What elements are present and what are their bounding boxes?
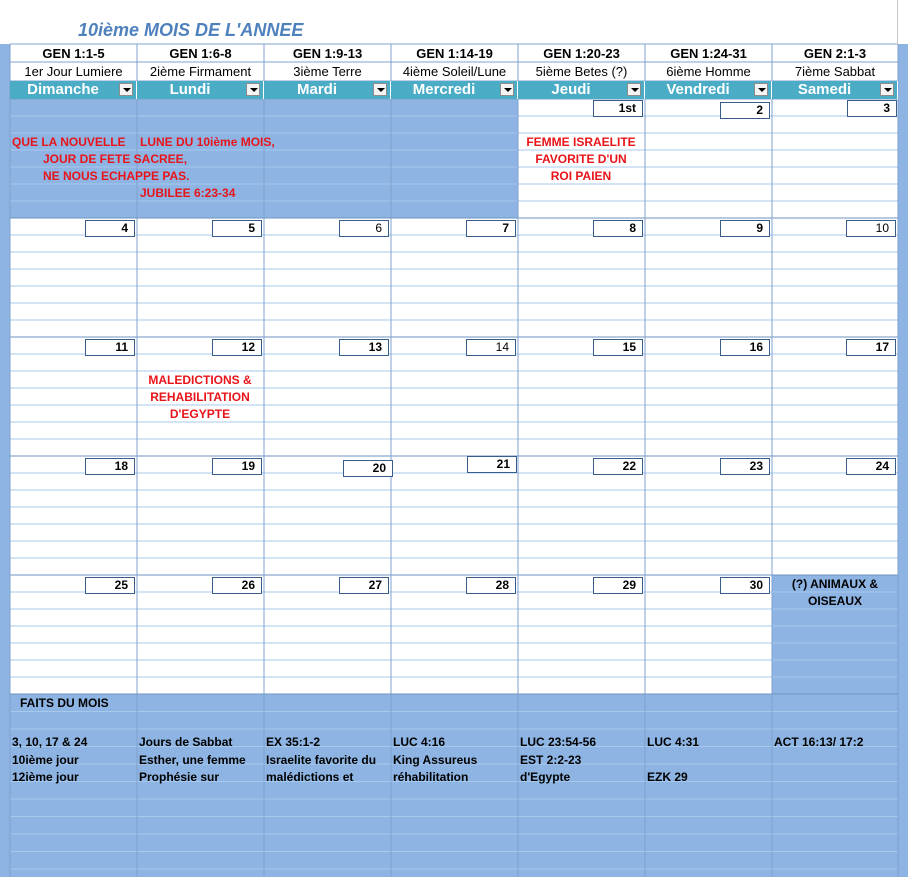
fact-entry: King Assureus bbox=[393, 752, 478, 767]
date-number: 7 bbox=[466, 220, 516, 237]
note-animaux-line2: OISEAUX bbox=[807, 594, 862, 608]
note-new-moon-line1b: LUNE DU 10ième MOIS, bbox=[140, 135, 275, 149]
fact-entry: ACT 16:13/ 17:2 bbox=[774, 735, 864, 749]
date-number: 15 bbox=[593, 339, 643, 356]
date-number: 18 bbox=[85, 458, 135, 475]
date-number: 8 bbox=[593, 220, 643, 237]
fact-entry: 3, 10, 17 & 24 bbox=[12, 735, 88, 749]
creation-day: 2ième Firmament bbox=[149, 64, 252, 79]
note-new-moon-line2: JOUR DE FETE SACREE, bbox=[43, 152, 188, 166]
date-number: 21 bbox=[467, 456, 517, 473]
date-number: 17 bbox=[846, 339, 896, 356]
note-femme-line2: FAVORITE D'UN bbox=[535, 152, 627, 166]
genesis-ref: GEN 1:14-19 bbox=[416, 46, 493, 61]
creation-day: 7ième Sabbat bbox=[794, 64, 876, 79]
title-border bbox=[897, 0, 898, 44]
date-number: 12 bbox=[212, 339, 262, 356]
date-number: 9 bbox=[720, 220, 770, 237]
weekday-header bbox=[518, 81, 645, 99]
date-number: 23 bbox=[720, 458, 770, 475]
fact-entry: Esther, une femme bbox=[139, 752, 246, 767]
date-number: 11 bbox=[85, 339, 135, 356]
fact-entry: d'Egypte bbox=[520, 770, 571, 784]
facts-heading: FAITS DU MOIS bbox=[20, 696, 109, 710]
weekday-label: Dimanche bbox=[27, 81, 99, 98]
weekday-header bbox=[264, 81, 391, 99]
fact-entry: Jours de Sabbat bbox=[139, 735, 233, 749]
date-number: 3 bbox=[847, 100, 897, 117]
filter-dropdown-icon[interactable] bbox=[880, 83, 894, 96]
weekday-label: Lundi bbox=[169, 81, 211, 98]
genesis-ref: GEN 1:9-13 bbox=[292, 46, 363, 61]
fact-entry: Israelite favorite du bbox=[266, 752, 377, 767]
fact-entry: LUC 4:31 bbox=[647, 735, 700, 749]
weekday-header bbox=[772, 81, 898, 99]
note-maled-line2: REHABILITATION bbox=[150, 390, 250, 404]
creation-day: 6ième Homme bbox=[666, 64, 751, 79]
weekday-header bbox=[137, 81, 264, 99]
note-femme-line1: FEMME ISRAELITE bbox=[526, 135, 636, 149]
date-number: 16 bbox=[720, 339, 770, 356]
date-number: 29 bbox=[593, 577, 643, 594]
weekday-header bbox=[645, 81, 772, 99]
date-number: 2 bbox=[720, 102, 770, 119]
genesis-ref: GEN 1:24-31 bbox=[670, 46, 747, 61]
filter-dropdown-icon[interactable] bbox=[119, 83, 133, 96]
fact-entry: LUC 23:54-56 bbox=[520, 735, 597, 749]
fact-entry: EZK 29 bbox=[647, 770, 688, 784]
weekday-label: Samedi bbox=[797, 81, 852, 98]
fact-entry: malédictions et bbox=[266, 770, 354, 784]
creation-day: 3ième Terre bbox=[293, 64, 362, 79]
date-number: 22 bbox=[593, 458, 643, 475]
creation-day: 1er Jour Lumiere bbox=[24, 64, 123, 79]
fact-entry: EX 35:1-2 bbox=[266, 735, 321, 749]
filter-dropdown-icon[interactable] bbox=[373, 83, 387, 96]
weekday-label: Mardi bbox=[296, 81, 337, 98]
filter-dropdown-icon[interactable] bbox=[246, 83, 260, 96]
date-number: 20 bbox=[343, 460, 393, 477]
filter-dropdown-icon[interactable] bbox=[627, 83, 641, 96]
weekday-header bbox=[10, 81, 137, 99]
date-number: 5 bbox=[212, 220, 262, 237]
date-number: 1st bbox=[593, 100, 643, 117]
date-number: 19 bbox=[212, 458, 262, 475]
genesis-ref: GEN 1:1-5 bbox=[42, 46, 105, 61]
fact-entry: réhabilitation bbox=[393, 770, 469, 784]
weekday-label: Mercredi bbox=[412, 81, 476, 98]
weekday-header bbox=[391, 81, 518, 99]
date-number: 26 bbox=[212, 577, 262, 594]
fact-entry: EST 2:2-23 bbox=[520, 752, 582, 767]
genesis-ref: GEN 1:20-23 bbox=[543, 46, 620, 61]
date-number: 4 bbox=[85, 220, 135, 237]
date-number: 10 bbox=[846, 220, 896, 237]
facts-left-fill bbox=[0, 820, 137, 877]
date-number: 24 bbox=[846, 458, 896, 475]
fact-entry: LUC 4:16 bbox=[393, 735, 446, 749]
weekday-label: Vendredi bbox=[666, 81, 730, 98]
date-number: 6 bbox=[339, 220, 389, 237]
fact-entry: 12ième jour bbox=[12, 770, 79, 784]
note-maled-line3: D'EGYPTE bbox=[169, 407, 231, 421]
date-number: 13 bbox=[339, 339, 389, 356]
genesis-ref: GEN 1:6-8 bbox=[169, 46, 232, 61]
date-number: 27 bbox=[339, 577, 389, 594]
date-number: 28 bbox=[466, 577, 516, 594]
note-new-moon-line3: NE NOUS ECHAPPE PAS. bbox=[43, 169, 190, 183]
fact-entry: 10ième jour bbox=[12, 752, 79, 767]
filter-dropdown-icon[interactable] bbox=[500, 83, 514, 96]
filter-dropdown-icon[interactable] bbox=[754, 83, 768, 96]
page-title: 10ième MOIS DE L'ANNEE bbox=[78, 20, 304, 40]
note-femme-line3: ROI PAIEN bbox=[550, 169, 612, 183]
note-animaux-line1: (?) ANIMAUX & bbox=[791, 577, 879, 591]
date-number: 25 bbox=[85, 577, 135, 594]
date-number: 14 bbox=[466, 339, 516, 356]
genesis-ref: GEN 2:1-3 bbox=[803, 46, 867, 61]
weekday-label: Jeudi bbox=[551, 81, 591, 98]
note-maled-line1: MALEDICTIONS & bbox=[148, 373, 252, 387]
date-number: 30 bbox=[720, 577, 770, 594]
creation-day: 5ième Betes (?) bbox=[535, 64, 628, 79]
note-new-moon-line1: QUE LA NOUVELLE bbox=[12, 135, 126, 149]
note-jubilee: JUBILEE 6:23-34 bbox=[140, 186, 236, 200]
creation-day: 4ième Soleil/Lune bbox=[402, 64, 507, 79]
fact-entry: Prophésie sur bbox=[139, 770, 220, 784]
